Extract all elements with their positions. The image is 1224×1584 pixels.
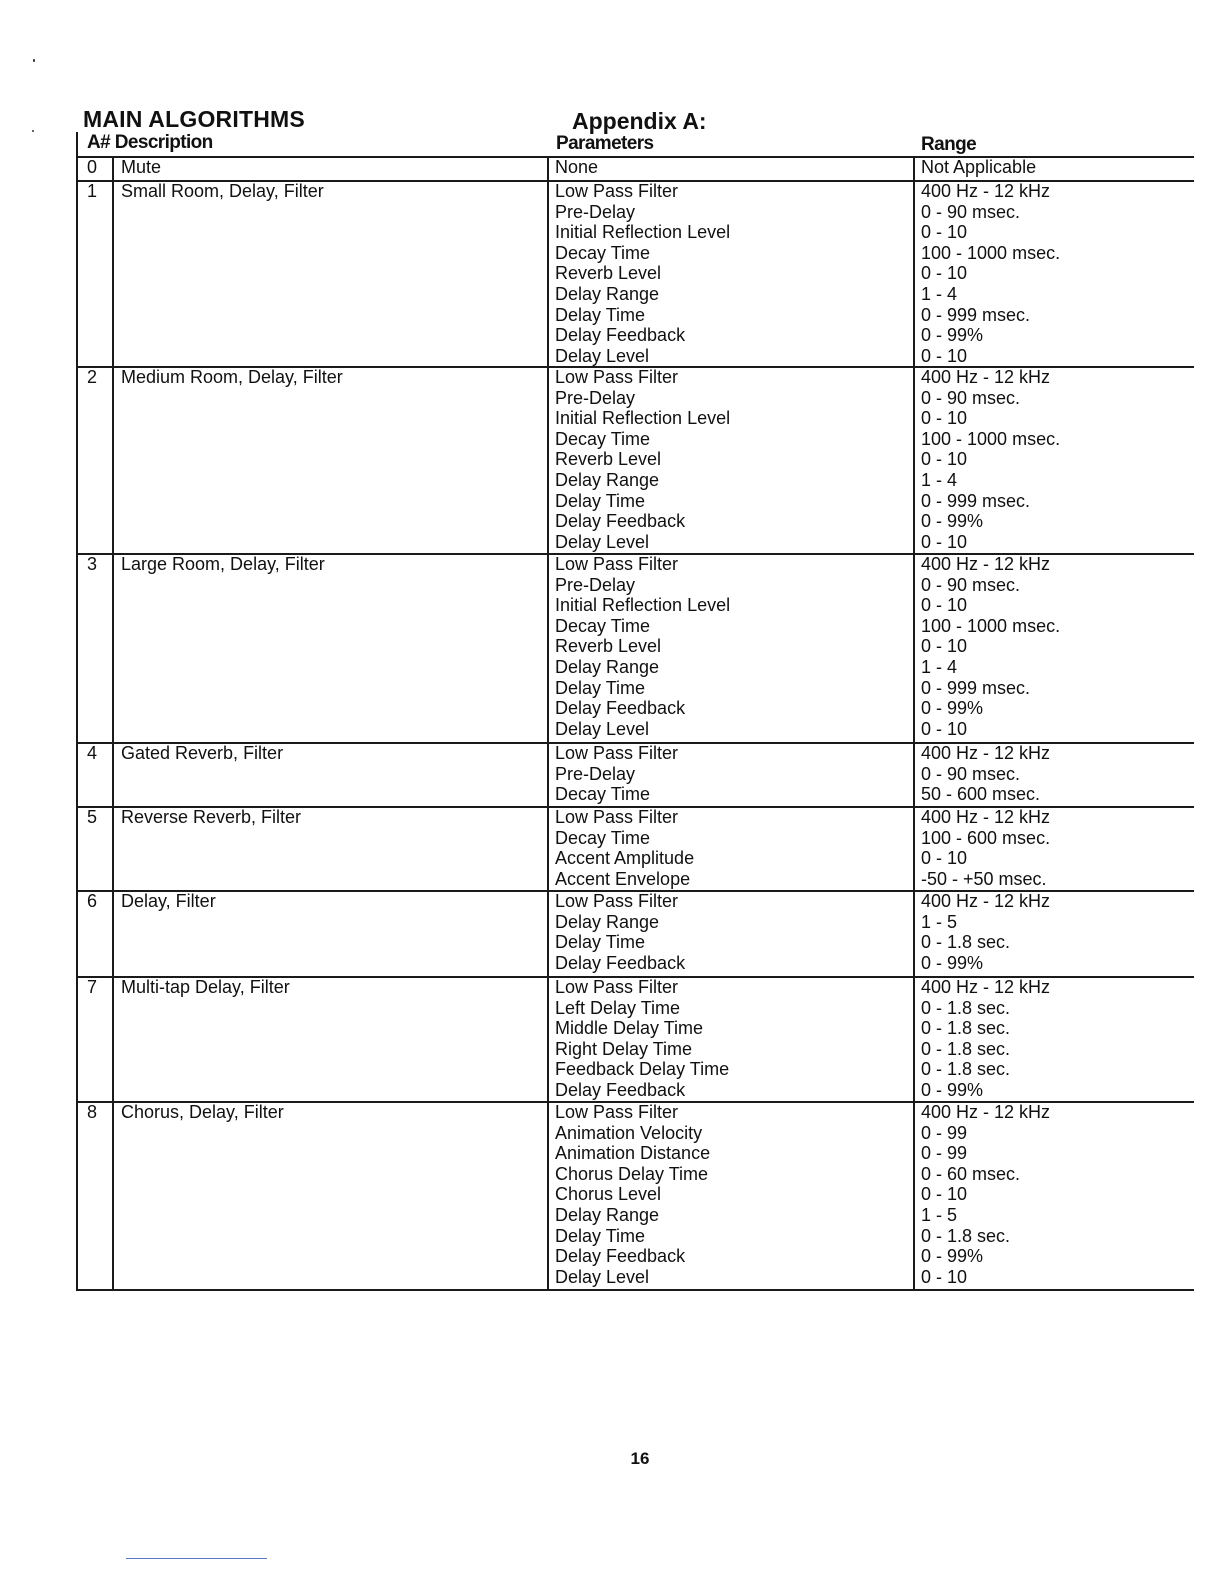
parameter-name: Decay Time — [555, 784, 651, 805]
parameter-range: 0 - 10 — [921, 1184, 968, 1205]
parameter-name: None — [555, 157, 599, 177]
row-description: Medium Room, Delay, Filter — [121, 367, 343, 387]
parameter-name: Decay Time — [555, 827, 651, 848]
parameter-name: Left Delay Time — [555, 997, 681, 1018]
row-description: Mute — [121, 157, 162, 177]
row-number: 1 — [87, 181, 98, 201]
parameter-range: 100 - 600 msec. — [921, 827, 1051, 848]
parameter-name: Initial Reflection Level — [555, 408, 731, 429]
parameter-range: 0 - 99% — [921, 1080, 984, 1100]
row-description: Multi-tap Delay, Filter — [121, 977, 290, 997]
parameter-name: Reverb Level — [555, 263, 662, 284]
column-header-description: A# Description — [87, 132, 213, 153]
scan-speck — [33, 59, 35, 62]
parameter-range: 400 Hz - 12 kHz — [921, 807, 1051, 827]
parameter-range: 0 - 999 msec. — [921, 677, 1031, 698]
parameter-range: 0 - 10 — [921, 531, 968, 552]
scan-speck — [32, 130, 34, 132]
parameter-range: 0 - 10 — [921, 1266, 968, 1287]
parameter-name: Accent Amplitude — [555, 848, 695, 869]
row-description: Chorus, Delay, Filter — [121, 1102, 284, 1122]
parameter-range: 0 - 90 msec. — [921, 387, 1021, 408]
parameter-name: Delay Range — [555, 284, 660, 304]
parameter-range: 1 - 4 — [921, 657, 958, 677]
parameter-range: 0 - 1.8 sec. — [921, 1018, 1011, 1039]
col-divider-num — [112, 156, 114, 1289]
parameter-name: Low Pass Filter — [555, 807, 679, 827]
row-description: Reverse Reverb, Filter — [121, 807, 302, 827]
row-number: 6 — [87, 891, 98, 911]
parameter-name: Delay Level — [555, 718, 650, 739]
row-number: 5 — [87, 807, 98, 827]
parameter-name: Delay Range — [555, 657, 660, 677]
parameter-range: 0 - 1.8 sec. — [921, 932, 1011, 953]
parameter-name: Delay Time — [555, 304, 646, 325]
parameter-range: 1 - 4 — [921, 470, 958, 490]
parameter-range: 0 - 99% — [921, 698, 984, 719]
parameter-range: 400 Hz - 12 kHz — [921, 181, 1051, 201]
parameter-range: 400 Hz - 12 kHz — [921, 367, 1051, 387]
parameter-range: 50 - 600 msec. — [921, 784, 1041, 805]
parameter-name: Decay Time — [555, 242, 651, 263]
parameter-name: Delay Range — [555, 1205, 660, 1225]
parameter-range: 0 - 1.8 sec. — [921, 1225, 1011, 1246]
parameter-name: Delay Feedback — [555, 698, 686, 719]
row-number: 4 — [87, 743, 98, 763]
parameter-name: Middle Delay Time — [555, 1018, 704, 1039]
parameter-name: Delay Feedback — [555, 511, 686, 532]
parameter-range: 0 - 99% — [921, 511, 984, 532]
parameter-name: Pre-Delay — [555, 763, 636, 784]
col-divider-left — [76, 132, 78, 1289]
parameter-name: Reverb Level — [555, 636, 662, 657]
footer-rule — [126, 1558, 267, 1559]
parameter-range: 0 - 99 — [921, 1122, 968, 1143]
parameter-name: Delay Feedback — [555, 1246, 686, 1267]
row-divider — [76, 1289, 1194, 1291]
parameter-name: Low Pass Filter — [555, 367, 679, 387]
parameter-range: 0 - 1.8 sec. — [921, 1038, 1011, 1059]
appendix-title: Appendix A: — [572, 108, 707, 134]
parameter-name: Low Pass Filter — [555, 977, 679, 997]
parameter-range: 1 - 5 — [921, 911, 958, 932]
parameter-name: Delay Range — [555, 911, 660, 932]
parameter-range: 0 - 90 msec. — [921, 201, 1021, 222]
parameter-range: 0 - 10 — [921, 848, 968, 869]
row-number: 8 — [87, 1102, 98, 1122]
parameter-name: Pre-Delay — [555, 387, 636, 408]
parameter-range: 0 - 999 msec. — [921, 304, 1031, 325]
parameter-name: Delay Level — [555, 1266, 650, 1287]
parameter-name: Delay Feedback — [555, 325, 686, 346]
parameter-range: 100 - 1000 msec. — [921, 242, 1061, 263]
parameter-range: 0 - 10 — [921, 345, 968, 366]
parameter-name: Low Pass Filter — [555, 743, 679, 763]
parameter-range: 0 - 10 — [921, 718, 968, 739]
parameter-range: 0 - 60 msec. — [921, 1163, 1021, 1184]
parameter-range: 400 Hz - 12 kHz — [921, 1102, 1051, 1122]
parameter-name: Decay Time — [555, 428, 651, 449]
parameter-range: 0 - 1.8 sec. — [921, 997, 1011, 1018]
parameter-name: Delay Level — [555, 345, 650, 366]
parameter-name: Delay Level — [555, 531, 650, 552]
parameter-name: Pre-Delay — [555, 574, 636, 595]
parameter-range: 0 - 10 — [921, 636, 968, 657]
parameter-range: 0 - 10 — [921, 449, 968, 470]
parameter-name: Chorus Delay Time — [555, 1163, 709, 1184]
parameter-name: Delay Time — [555, 1225, 646, 1246]
row-number: 3 — [87, 554, 98, 574]
parameter-name: Chorus Level — [555, 1184, 662, 1205]
row-description: Small Room, Delay, Filter — [121, 181, 324, 201]
parameter-name: Delay Time — [555, 677, 646, 698]
parameter-range: 400 Hz - 12 kHz — [921, 891, 1051, 911]
parameter-range: 0 - 90 msec. — [921, 763, 1021, 784]
row-number: 7 — [87, 977, 98, 997]
parameter-name: Low Pass Filter — [555, 891, 679, 911]
parameter-range: 0 - 99 — [921, 1143, 968, 1164]
parameter-name: Reverb Level — [555, 449, 662, 470]
parameter-name: Low Pass Filter — [555, 554, 679, 574]
parameter-range: 0 - 10 — [921, 222, 968, 243]
parameter-range: 0 - 99% — [921, 1246, 984, 1267]
parameter-range: 100 - 1000 msec. — [921, 428, 1061, 449]
col-divider-param — [913, 156, 915, 1289]
parameter-range: 400 Hz - 12 kHz — [921, 554, 1051, 574]
parameter-range: 0 - 1.8 sec. — [921, 1059, 1011, 1080]
parameter-range: -50 - +50 msec. — [921, 868, 1047, 889]
parameter-name: Delay Time — [555, 490, 646, 511]
parameter-range: Not Applicable — [921, 157, 1037, 177]
parameter-range: 1 - 4 — [921, 284, 958, 304]
parameter-name: Animation Velocity — [555, 1122, 703, 1143]
parameter-range: 0 - 10 — [921, 408, 968, 429]
parameter-name: Initial Reflection Level — [555, 222, 731, 243]
row-description: Large Room, Delay, Filter — [121, 554, 325, 574]
parameter-name: Initial Reflection Level — [555, 595, 731, 616]
parameter-name: Animation Distance — [555, 1143, 711, 1164]
parameter-name: Delay Range — [555, 470, 660, 490]
parameter-range: 400 Hz - 12 kHz — [921, 977, 1051, 997]
parameter-name: Decay Time — [555, 615, 651, 636]
parameter-range: 0 - 99% — [921, 952, 984, 973]
parameter-range: 400 Hz - 12 kHz — [921, 743, 1051, 763]
parameter-range: 0 - 10 — [921, 595, 968, 616]
parameter-name: Delay Feedback — [555, 1080, 686, 1100]
parameter-range: 0 - 999 msec. — [921, 490, 1031, 511]
column-header-range: Range — [921, 134, 977, 155]
parameter-name: Accent Envelope — [555, 868, 691, 889]
column-header-parameters: Parameters — [556, 133, 654, 154]
parameter-name: Right Delay Time — [555, 1038, 693, 1059]
col-divider-desc — [547, 156, 549, 1289]
row-number: 2 — [87, 367, 98, 387]
parameter-range: 100 - 1000 msec. — [921, 615, 1061, 636]
row-description: Delay, Filter — [121, 891, 216, 911]
row-description: Gated Reverb, Filter — [121, 743, 284, 763]
page-heading: MAIN ALGORITHMS — [83, 106, 305, 132]
row-number: 0 — [87, 157, 98, 177]
parameter-range: 1 - 5 — [921, 1205, 958, 1225]
parameter-name: Low Pass Filter — [555, 1102, 679, 1122]
parameter-range: 0 - 99% — [921, 325, 984, 346]
parameter-range: 0 - 90 msec. — [921, 574, 1021, 595]
page-number: 16 — [630, 1449, 650, 1468]
parameter-name: Delay Feedback — [555, 952, 686, 973]
parameter-name: Delay Time — [555, 932, 646, 953]
parameter-name: Feedback Delay Time — [555, 1059, 730, 1080]
parameter-name: Pre-Delay — [555, 201, 636, 222]
parameter-range: 0 - 10 — [921, 263, 968, 284]
parameter-name: Low Pass Filter — [555, 181, 679, 201]
